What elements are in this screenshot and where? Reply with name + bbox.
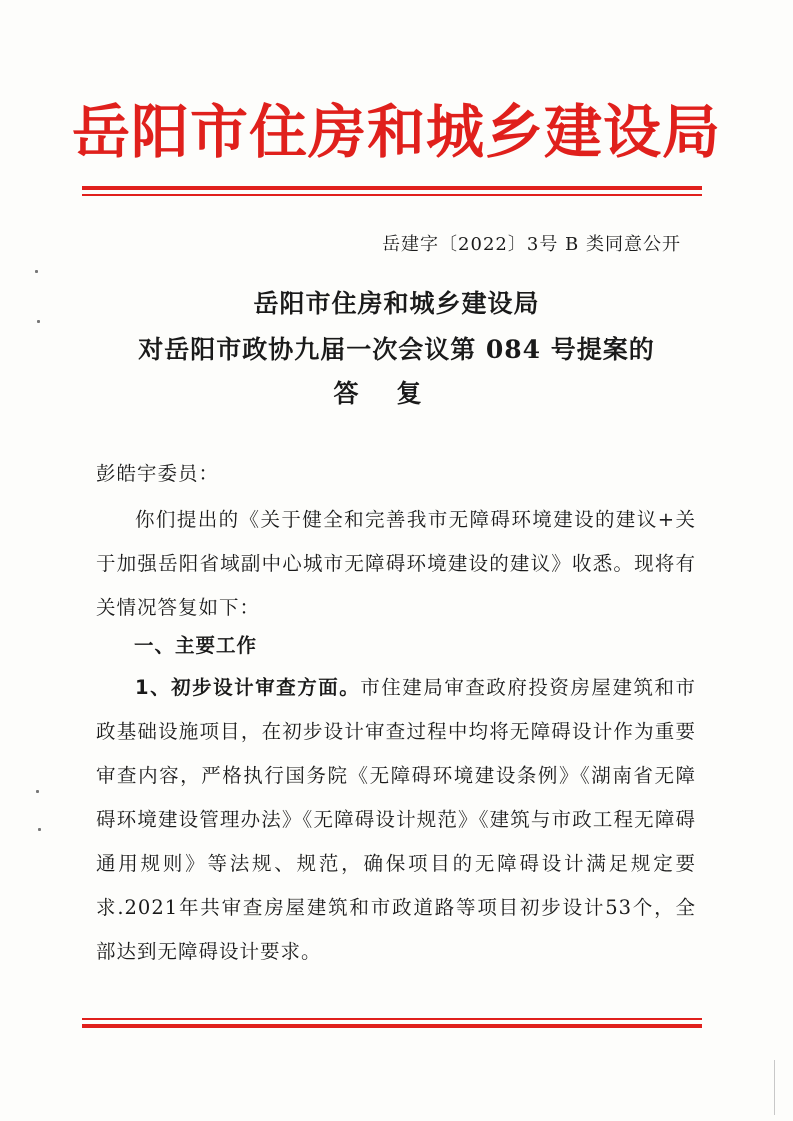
document-number: 岳建字〔2022〕3号 B 类同意公开 [382, 234, 681, 255]
intro-paragraph: 你们提出的《关于健全和完善我市无障碍环境建设的建议+关于加强岳阳省域副中心城市无障碍环境建设的建议》收悉。现将有关情况答复如下： [96, 508, 696, 619]
item1-paragraph [96, 666, 696, 974]
reply-label: 答复 [333, 379, 460, 408]
section-heading-main-work: 一、主要工作 [134, 634, 258, 657]
letterhead-title: 岳阳市住房和城乡建设局 [71, 98, 721, 166]
scan-edge-line [774, 1060, 775, 1115]
doc-title-line2: 对岳阳市政协九届一次会议第 084 号提案的 [138, 335, 655, 364]
scan-dot [37, 320, 40, 323]
scan-dot [38, 828, 41, 831]
item1-body: 市住建局审查政府投资房屋建筑和市政基础设施项目，在初步设计审查过程中均将无障碍设计作为重要审查内容，严格执行国务院《无障碍环境建设条例》《湖南省无障碍环境建设管理办法》《无障碍设计规范》《建筑与市政工程无障碍通用规则》等法规、规范，确保项目的无障碍设计满足规定要求.2021年共审查房屋建筑和市政道路等项目初步设计53个，全部达到无障碍设计要求。 [96, 676, 696, 963]
footer-rule-thick [82, 1024, 702, 1028]
footer-rule-thin [82, 1018, 702, 1020]
doc-title-reply [0, 374, 793, 410]
salutation: 彭皓宇委员： [96, 462, 220, 485]
letterhead-rule-thick [82, 186, 702, 190]
doc-title-line1: 岳阳市住房和城乡建设局 [253, 289, 540, 318]
scan-dot [36, 790, 39, 793]
scan-dot [35, 270, 38, 273]
letterhead-rule-thin [82, 194, 702, 196]
item1-lead: 1、初步设计审查方面。 [135, 676, 361, 699]
